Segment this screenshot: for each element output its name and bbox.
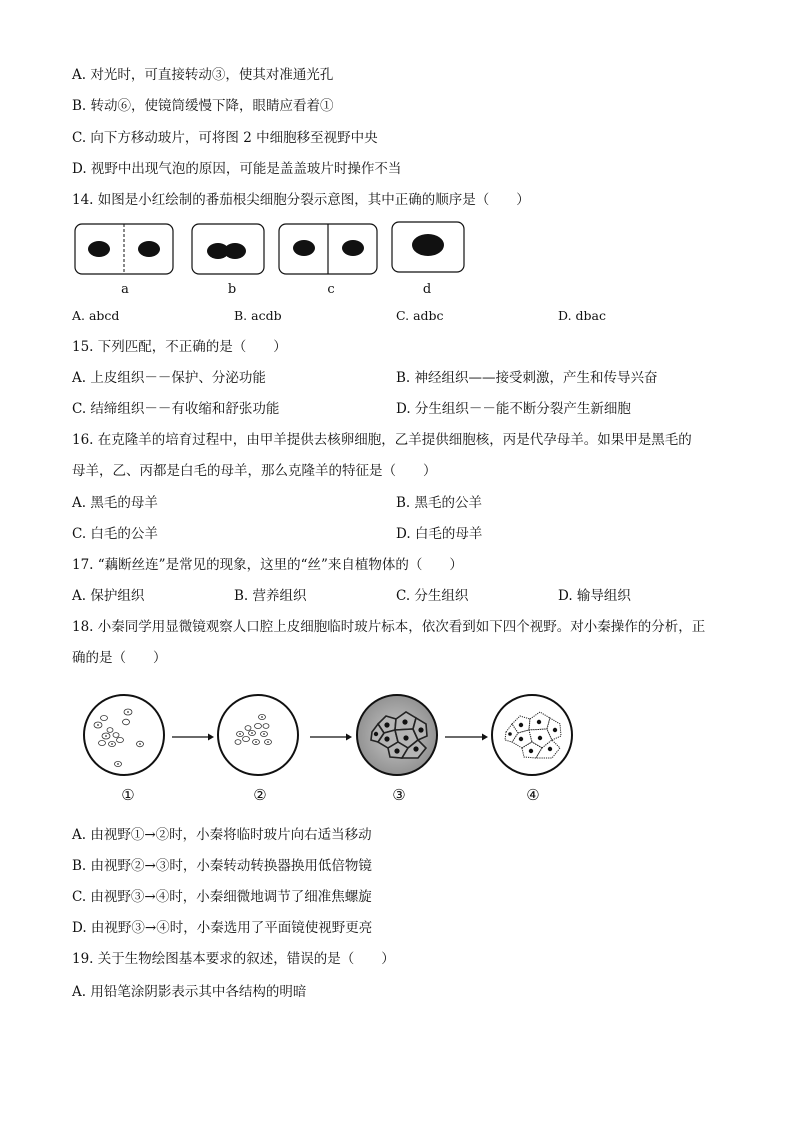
q15-option-b: B. 神经组织——接受刺激，产生和传导兴奋	[396, 370, 658, 386]
q19-stem: 19. 关于生物绘图基本要求的叙述，错误的是（ ）	[72, 951, 395, 967]
q18-option-a: A. 由视野①→②时，小秦将临时玻片向右适当移动	[72, 827, 372, 843]
q14-figure-a	[75, 224, 173, 274]
q14-option-c: C. adbc	[396, 308, 444, 323]
q14-figure-d	[392, 222, 464, 272]
q14-label-c: c	[327, 282, 335, 297]
q13-option-c: C. 向下方移动玻片，可将图 2 中细胞移至视野中央	[72, 130, 378, 146]
q18-arrow-1	[172, 734, 214, 741]
q14-label-b: b	[227, 282, 237, 297]
q14-stem: 14. 如图是小红绘制的番茄根尖细胞分裂示意图，其中正确的顺序是（ ）	[72, 192, 530, 208]
q14-figure-b	[192, 224, 264, 274]
q18-label-1: ①	[121, 786, 135, 804]
q14-figure-c	[279, 224, 377, 274]
q18-label-3: ③	[392, 786, 406, 804]
q18-view-4	[492, 695, 572, 775]
q15-stem: 15. 下列匹配，不正确的是（ ）	[72, 339, 287, 355]
q18-view-3	[357, 695, 437, 775]
q13-option-a: A. 对光时，可直接转动③，使其对准通光孔	[72, 67, 334, 83]
q16-option-c: C. 白毛的公羊	[72, 526, 158, 542]
q18-label-2: ②	[253, 786, 267, 804]
q18-microscope-views-figure	[80, 690, 580, 790]
q17-stem: 17. “藕断丝连”是常见的现象，这里的“丝”来自植物体的（ ）	[72, 557, 463, 573]
q15-option-d: D. 分生组织－－能不断分裂产生新细胞	[396, 401, 631, 417]
q14-label-a: a	[121, 282, 129, 297]
q16-stem-line2: 母羊，乙、丙都是白毛的母羊，那么克隆羊的特征是（ ）	[72, 463, 437, 479]
q14-cell-division-figure	[70, 218, 470, 280]
q18-view-1	[84, 695, 164, 775]
q14-option-a: A. abcd	[72, 308, 120, 323]
q18-arrow-3	[445, 734, 488, 741]
q17-option-a: A. 保护组织	[72, 588, 145, 604]
q16-option-d: D. 白毛的母羊	[396, 526, 483, 542]
q18-option-c: C. 由视野③→④时，小秦细微地调节了细准焦螺旋	[72, 889, 372, 905]
q18-view-2	[218, 695, 298, 775]
q15-option-a: A. 上皮组织－－保护、分泌功能	[72, 370, 266, 386]
q18-label-4: ④	[526, 786, 540, 804]
q18-option-b: B. 由视野②→③时，小秦转动转换器换用低倍物镜	[72, 858, 372, 874]
q17-option-b: B. 营养组织	[234, 588, 307, 604]
q14-option-b: B. acdb	[234, 308, 282, 323]
q13-option-b: B. 转动⑥，使镜筒缓慢下降，眼睛应看着①	[72, 98, 334, 114]
q18-stem-line1: 18. 小秦同学用显微镜观察人口腔上皮细胞临时玻片标本，依次看到如下四个视野。对小秦操作的分析，正	[72, 619, 706, 635]
q19-option-a: A. 用铅笔涂阴影表示其中各结构的明暗	[72, 984, 307, 1000]
q18-option-d: D. 由视野③→④时，小秦选用了平面镜使视野更亮	[72, 920, 373, 936]
q18-arrow-2	[310, 734, 352, 741]
q13-option-d: D. 视野中出现气泡的原因，可能是盖盖玻片时操作不当	[72, 161, 402, 177]
q15-option-c: C. 结缔组织－－有收缩和舒张功能	[72, 401, 280, 417]
q16-option-a: A. 黑毛的母羊	[72, 495, 158, 511]
q16-stem-line1: 16. 在克隆羊的培育过程中，由甲羊提供去核卵细胞，乙羊提供细胞核，丙是代孕母羊。如果甲是黑毛的	[72, 432, 692, 448]
q17-option-d: D. 输导组织	[558, 588, 631, 604]
q14-option-d: D. dbac	[558, 308, 606, 323]
q17-option-c: C. 分生组织	[396, 588, 469, 604]
q16-option-b: B. 黑毛的公羊	[396, 495, 483, 511]
q18-stem-line2: 确的是（ ）	[72, 650, 167, 666]
q14-label-d: d	[422, 282, 432, 297]
